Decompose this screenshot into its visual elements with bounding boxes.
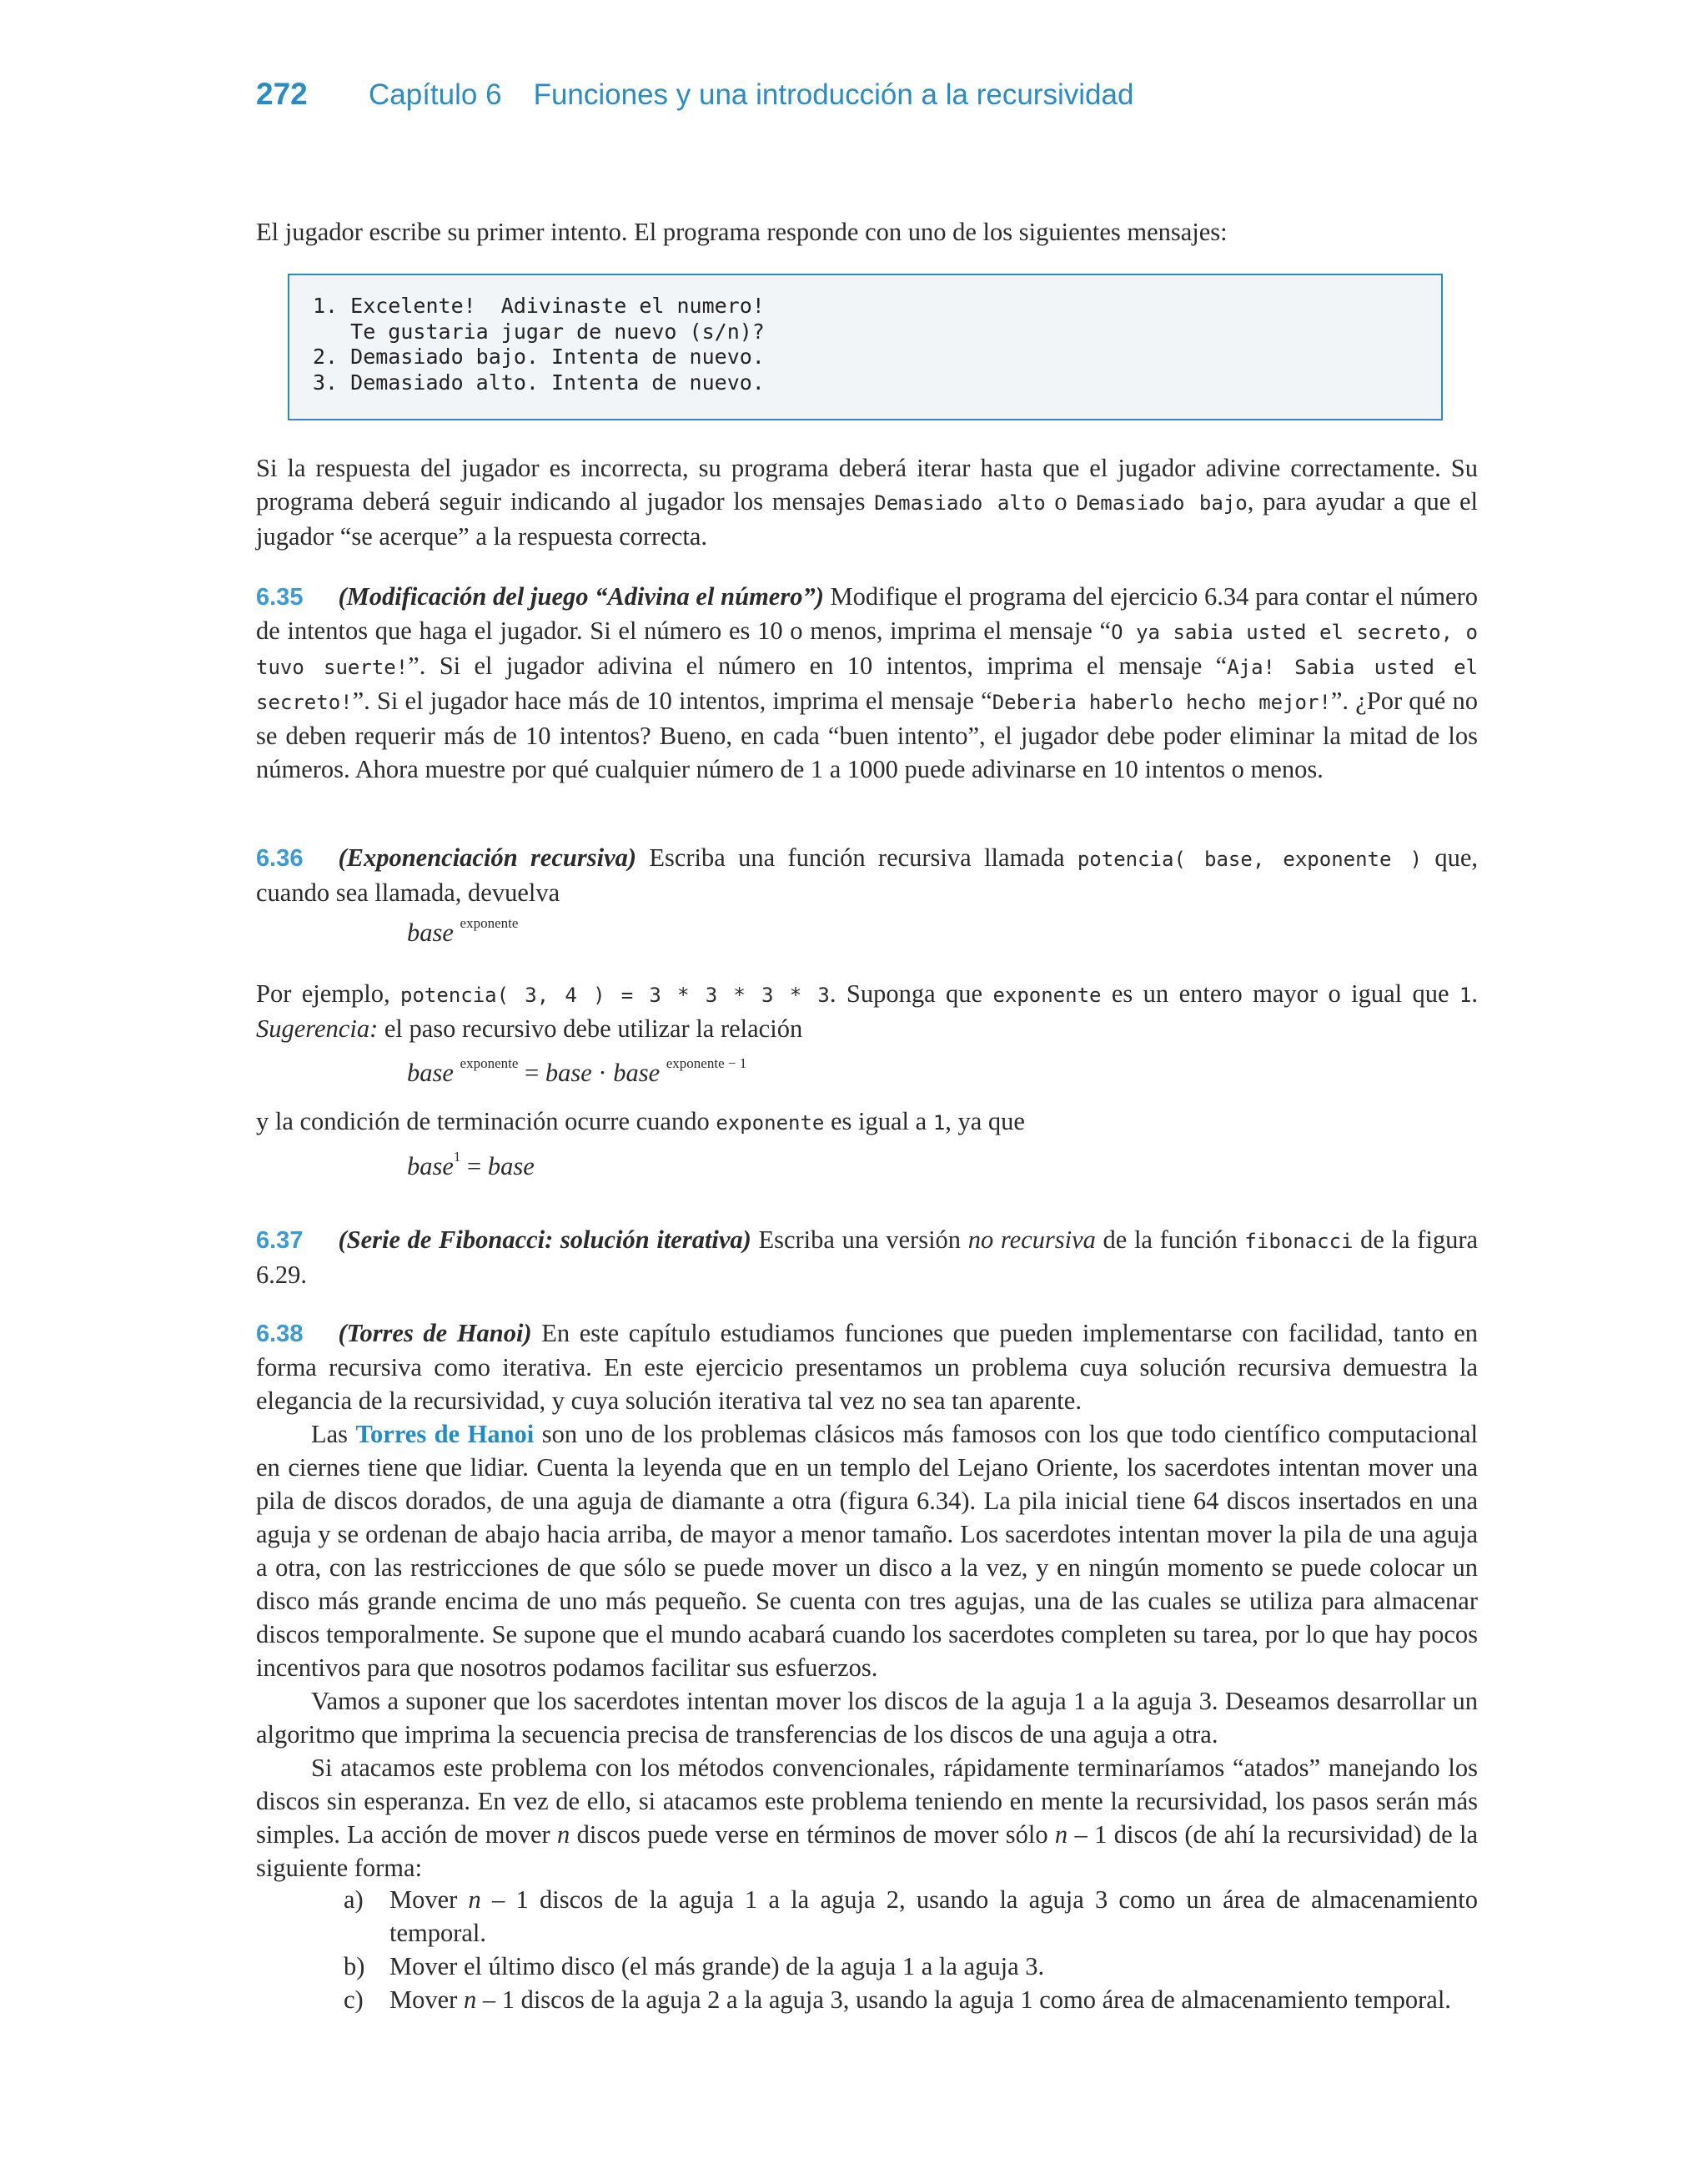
exercise-title: (Torres de Hanoi) [338, 1319, 532, 1347]
exercise-6-37: 6.37 (Serie de Fibonacci: solución iterativa) Escriba una versión no recursiva de la función fibonacci de la figura 6.29. [256, 1225, 1479, 1289]
formula-base-case: base$^1$ = base [407, 1149, 535, 1180]
exercise-6-36-example: Por ejemplo, potencia( 3, 4 ) = 3 * 3 * 3 * 3. Suponga que exponente es un entero mayor o igual que 1. Sugerencia: el paso recursivo debe utilizar la relación [256, 979, 1478, 1043]
exercise-number: 6.36 [256, 845, 304, 872]
exercise-6-36-termination: y la condición de terminación ocurre cuando exponente es igual a 1, ya que [256, 1107, 1025, 1135]
chapter-heading [369, 78, 1133, 112]
chapter-label: Capítulo 6 [369, 78, 502, 111]
list-item: b) Mover el último disco (el más grande) de la aguja 1 a la aguja 3. [344, 1952, 1045, 1980]
exercise-6-38: 6.38 (Torres de Hanoi) En este capítulo estudiamos funciones que pueden implementarse con facilidad, tanto en forma recursiva como iterativa. En este ejercicio presentamos un problema cuya solución recursiva demuestra la elegancia de la recursividad, y cuya solución iterativa tal vez no sea tan aparente. Las Torres de Hanoi son uno de los problemas clásicos más famosos con los que todo científico computacional en ciernes tiene que lidiar. Cuenta la leyenda que en un templo del Lejano Oriente, los sacerdotes intentan mover una pila de discos dorados, de una aguja de diamante a otra (figura 6.34). La pila inicial tiene 64 discos insertados en una aguja y se ordenan de abajo hacia arriba, de mayor a menor tamaño. Los sacerdotes intentan mover la pila de una aguja a otra, con las restricciones de que sólo se puede mover un disco a la vez, y en ningún momento se puede colocar un disco más grande encima de uno más pequeño. Se cuenta con tres agujas, una de las cuales se utiliza para almacenar discos temporalmente. Se supone que el mundo acabará cuando los sacerdotes completen su tarea, por lo que hay pocos incentivos para que nosotros podamos facilitar sus esfuerzos. Vamos a suponer que los sacerdotes intentan mover los discos de la aguja 1 a la aguja 3. Deseamos desarrollar un algoritmo que imprima la secuencia precisa de transferencias de los discos de una aguja a otra. Si atacamos este problema con los métodos convencionales, rápidamente terminaríamos “atados” manejando los discos sin esperanza. En vez de ello, si atacamos este problema teniendo en mente la recursividad, los pasos serán más simples. La acción de mover n discos puede verse en términos de mover sólo n – 1 discos (de ahí la recursividad) de la siguiente forma: [256, 1319, 1478, 1882]
exercise-number: 6.35 [256, 584, 304, 611]
exercise-title: (Exponenciación recursiva) [338, 843, 637, 872]
key-term: Torres de Hanoi [355, 1420, 535, 1448]
running-header [256, 77, 1133, 123]
chapter-title: Funciones y una introducción a la recursividad [533, 78, 1134, 111]
code-block [288, 274, 1443, 420]
intro-paragraph: El jugador escribe su primer intento. El programa responde con uno de los siguientes mensajes: [256, 218, 1228, 246]
list-item: a) Mover n – 1 discos de la aguja 1 a la aguja 2, usando la aguja 3 como un área de almacenamiento temporal. [344, 1885, 1478, 1947]
exercise-number: 6.37 [256, 1227, 304, 1254]
exercise-title: (Modificación del juego “Adivina el número”) [338, 582, 824, 611]
after-code-paragraph: Si la respuesta del jugador es incorrecta, su programa deberá iterar hasta que el jugador adivine correctamente. Su programa deberá seguir indicando al jugador los mensajes Demasiado alto o Demasiado bajo, para ayudar a que el jugador “se acerque” a la respuesta correcta. [256, 454, 1478, 551]
code-text: 1. Excelente! Adivinaste el numero! Te gustaria jugar de nuevo (s/n)? 2. Demasiado bajo. Intenta de nuevo. 3. Demasiado alto. Intenta de nuevo. [313, 294, 765, 395]
formula-power: base $^{exponente}$ [407, 915, 519, 947]
steps-list [344, 1883, 1478, 2016]
exercise-number: 6.38 [256, 1321, 304, 1347]
exercise-6-35: 6.35 (Modificación del juego “Adivina el número”) Modifique el programa del ejercicio 6.34 para contar el número de intentos que haga el jugador. Si el número es 10 o menos, imprima el mensaje “O ya sabia usted el secreto, o tuvo suerte!”. Si el jugador adivina el número en 10 intentos, imprima el mensaje “Aja! Sabia usted el secreto!”. Si el jugador hace más de 10 intentos, imprima el mensaje “Deberia haberlo hecho mejor!”. ¿Por qué no se deben requerir más de 10 intentos? Bueno, en cada “buen intento”, el jugador debe poder eliminar la mitad de los números. Ahora muestre por qué cualquier número de 1 a 1000 puede adivinarse en 10 intentos o menos. [256, 582, 1478, 783]
page-number: 272 [256, 77, 308, 111]
list-item: c) Mover n – 1 discos de la aguja 2 a la aguja 3, usando la aguja 1 como área de almacenamiento temporal. [344, 1985, 1451, 2014]
exercise-6-36: 6.36 (Exponenciación recursiva) Escriba una función recursiva llamada potencia( base, exponente ) que, cuando sea llamada, devuelva [256, 843, 1479, 907]
exercise-title: (Serie de Fibonacci: solución iterativa) [338, 1225, 751, 1254]
formula-recursive-step: base $^{exponente}$ = base · base $^{exponente - 1}$ [407, 1055, 747, 1087]
